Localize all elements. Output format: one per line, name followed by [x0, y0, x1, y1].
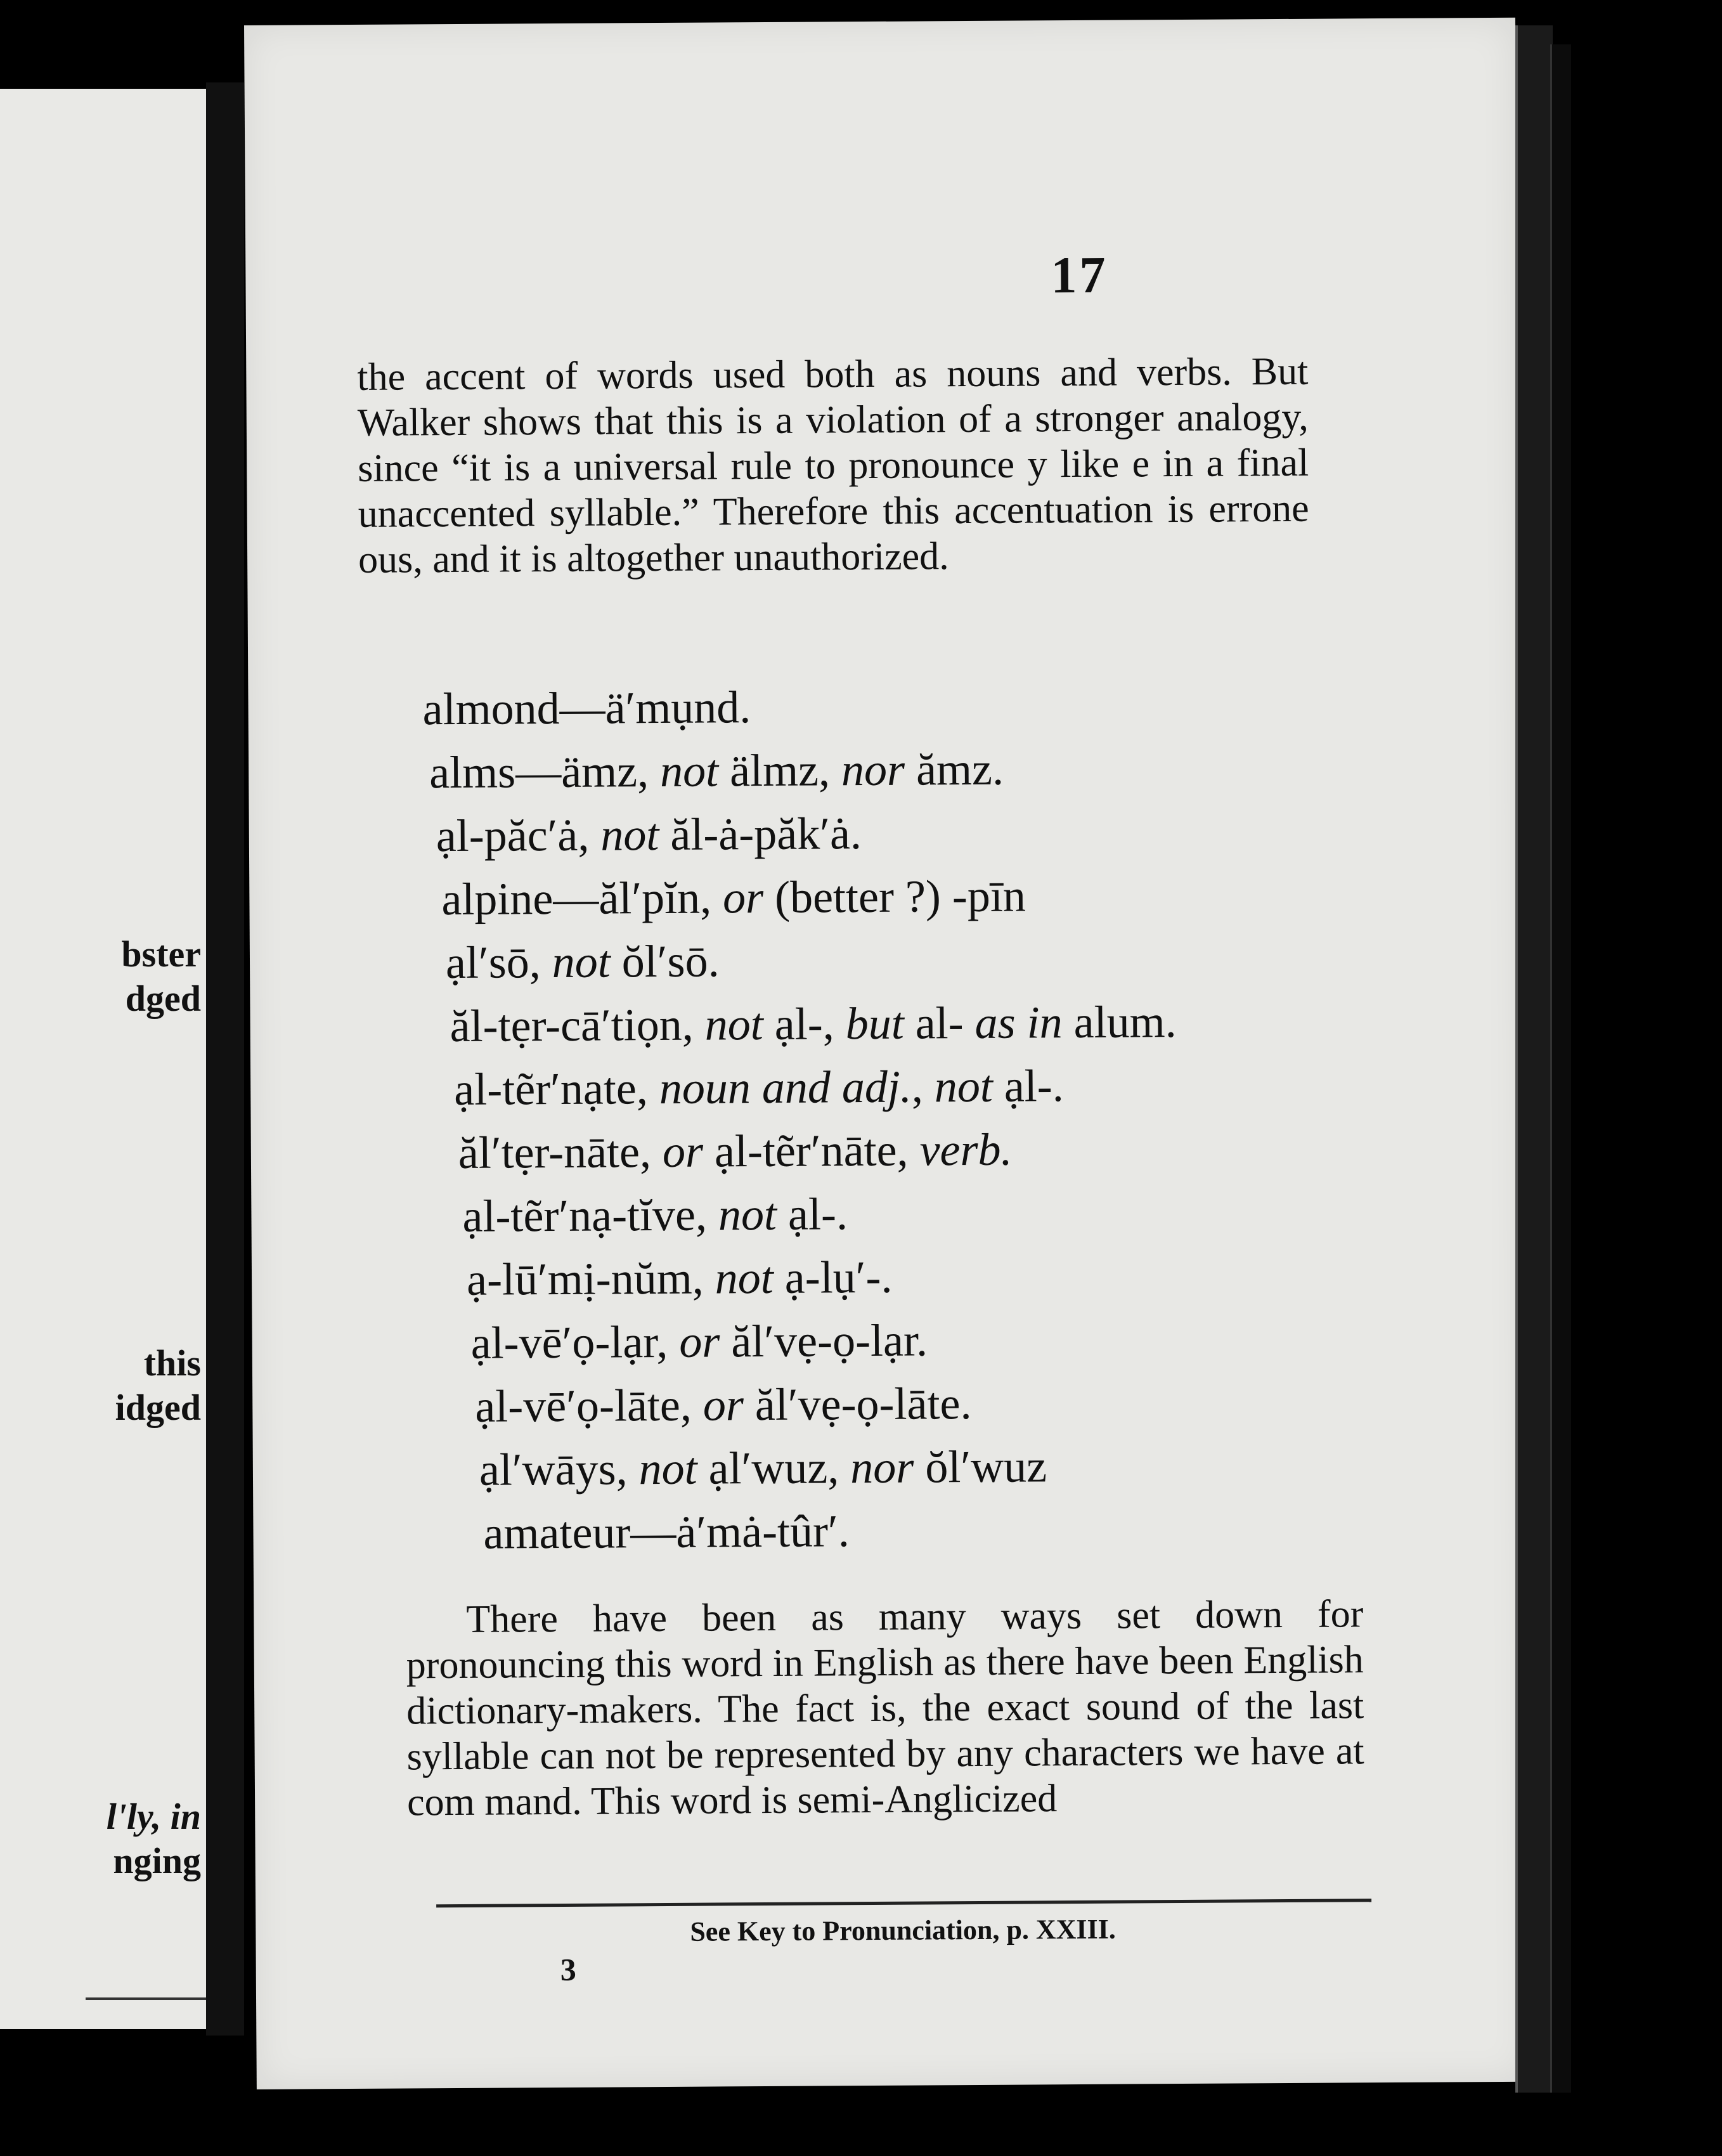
pronunciation-entry [470, 1306, 1441, 1375]
pronunciation-entry [436, 798, 1439, 868]
entry-text: ămz. [904, 743, 1004, 795]
pronunciation-entry [454, 1052, 1440, 1121]
book-gutter [206, 82, 244, 2036]
entry-italic-note: not [659, 745, 719, 797]
footnote-divider [436, 1899, 1371, 1907]
entry-text: (better ?) -pīn [763, 870, 1026, 923]
pronunciation-entry [446, 925, 1439, 995]
left-fragment: dged [125, 978, 201, 1019]
entry-italic-note: nor [850, 1441, 914, 1493]
entry-text: ạl-, [763, 998, 846, 1050]
cover-edge [1550, 44, 1571, 2093]
entry-italic-note: or [679, 1316, 720, 1367]
entry-italic-note: not [718, 1188, 777, 1240]
pronunciation-entry [429, 735, 1438, 805]
entry-text: ăl-ȧ-păk′ȧ. [659, 808, 862, 860]
entry-italic-note: not [552, 936, 611, 988]
entry-headword: ạl-păc′ȧ, [436, 809, 601, 862]
pronunciation-entries [422, 672, 1442, 1566]
entry-headword: ạl-tẽr′nạte, [454, 1063, 660, 1115]
entry-text: al- [903, 997, 975, 1049]
entry-text: ạl-tẽr′nāte, [702, 1124, 920, 1177]
left-fragment: l'ly, in [106, 1796, 201, 1837]
entry-italic-note: but [845, 997, 904, 1049]
footnote: See Key to Pronunciation, p. XXIII. [690, 1913, 1116, 1947]
entry-text: ạl′wuz, [697, 1442, 851, 1494]
page-edge [1515, 25, 1553, 2093]
entry-text: ŏl′wuz [914, 1441, 1047, 1493]
entry-text: alum. [1062, 996, 1177, 1048]
entry-italic-note: not [934, 1060, 994, 1112]
entry-headword: ạl′sō, [445, 937, 553, 989]
entry-italic-note: verb. [919, 1124, 1013, 1176]
pronunciation-entry [458, 1115, 1440, 1185]
entry-headword: alms—ämz, [429, 746, 661, 798]
entry-headword: amateur—ȧ′mȧ-tûr′. [483, 1505, 850, 1559]
pronunciation-entry [475, 1369, 1442, 1438]
entry-italic-note: or [722, 872, 764, 923]
intro-paragraph: the accent of words used both as nouns and verbs. But Walker shows that this is a violation of a stronger analogy, since “it is a universal rule to pronounce y like e in a final unaccented syllable.” Therefore this accentuation is errone ous, and it is altogether unauthorized. [357, 349, 1309, 581]
entry-text: , [911, 1061, 935, 1112]
entry-headword: ạl′wāys, [479, 1443, 639, 1495]
left-facing-page [0, 89, 210, 2029]
entry-text: ăl′vẹ-ọ-lāte. [743, 1378, 972, 1431]
left-fragment: idged [115, 1387, 201, 1428]
entry-italic-note: not [600, 809, 659, 860]
entry-italic-note: not [715, 1252, 774, 1304]
entry-headword: ăl-tẹr-cā′tiọn, [450, 999, 705, 1052]
closing-paragraph: There have been as many ways set down for pronouncing this word in English as there have been English dictionary-makers. The fact is, the exact sound of the last syllable can not be represented by any characters we have at com mand. This word is semi-Anglicized [406, 1592, 1364, 1824]
pronunciation-entry [479, 1432, 1442, 1502]
entry-headword: almond—ä′mụnd. [422, 682, 751, 735]
entry-italic-note: not [638, 1443, 697, 1495]
entry-headword: ạl-vē′ọ-lạr, [470, 1316, 680, 1368]
pronunciation-entry [441, 862, 1439, 932]
page-number: 17 [1051, 245, 1108, 304]
left-fragment: nging [113, 1840, 201, 1881]
entry-text: ạ-lụ′-. [773, 1251, 893, 1303]
pronunciation-entry [483, 1496, 1442, 1565]
entry-italic-note: nor [841, 744, 905, 796]
entry-italic-note: as in [974, 997, 1063, 1048]
entry-italic-note: or [662, 1126, 704, 1178]
entry-headword: ạ-lū′mị-nŭm, [466, 1252, 716, 1305]
entry-headword: ạl-vē′ọ-lāte, [475, 1379, 704, 1432]
entry-italic-note: noun and adj. [659, 1061, 912, 1114]
pronunciation-entry [422, 672, 1437, 741]
entry-text: älmz, [718, 744, 842, 796]
pronunciation-entry [462, 1179, 1440, 1248]
main-page [244, 18, 1528, 2089]
entry-text: ŏl′sō. [610, 935, 720, 987]
left-fragment: this [143, 1342, 201, 1384]
entry-italic-note: not [704, 999, 763, 1050]
entry-text: ạl-. [992, 1060, 1064, 1112]
pronunciation-entry [467, 1242, 1441, 1311]
left-divider [86, 1997, 206, 2000]
entry-text: ăl′vẹ-ọ-lạr. [720, 1315, 928, 1367]
entry-italic-note: or [702, 1379, 744, 1431]
entry-headword: ăl′tẹr-nāte, [458, 1126, 663, 1178]
entry-text: ạl-. [776, 1188, 848, 1240]
left-fragment: bster [121, 933, 201, 975]
signature-mark: 3 [560, 1951, 576, 1988]
entry-headword: alpine—ăl′pĭn, [441, 872, 723, 925]
pronunciation-entry [450, 989, 1439, 1058]
entry-headword: ạl-tẽr′nạ-tĭve, [462, 1189, 719, 1242]
